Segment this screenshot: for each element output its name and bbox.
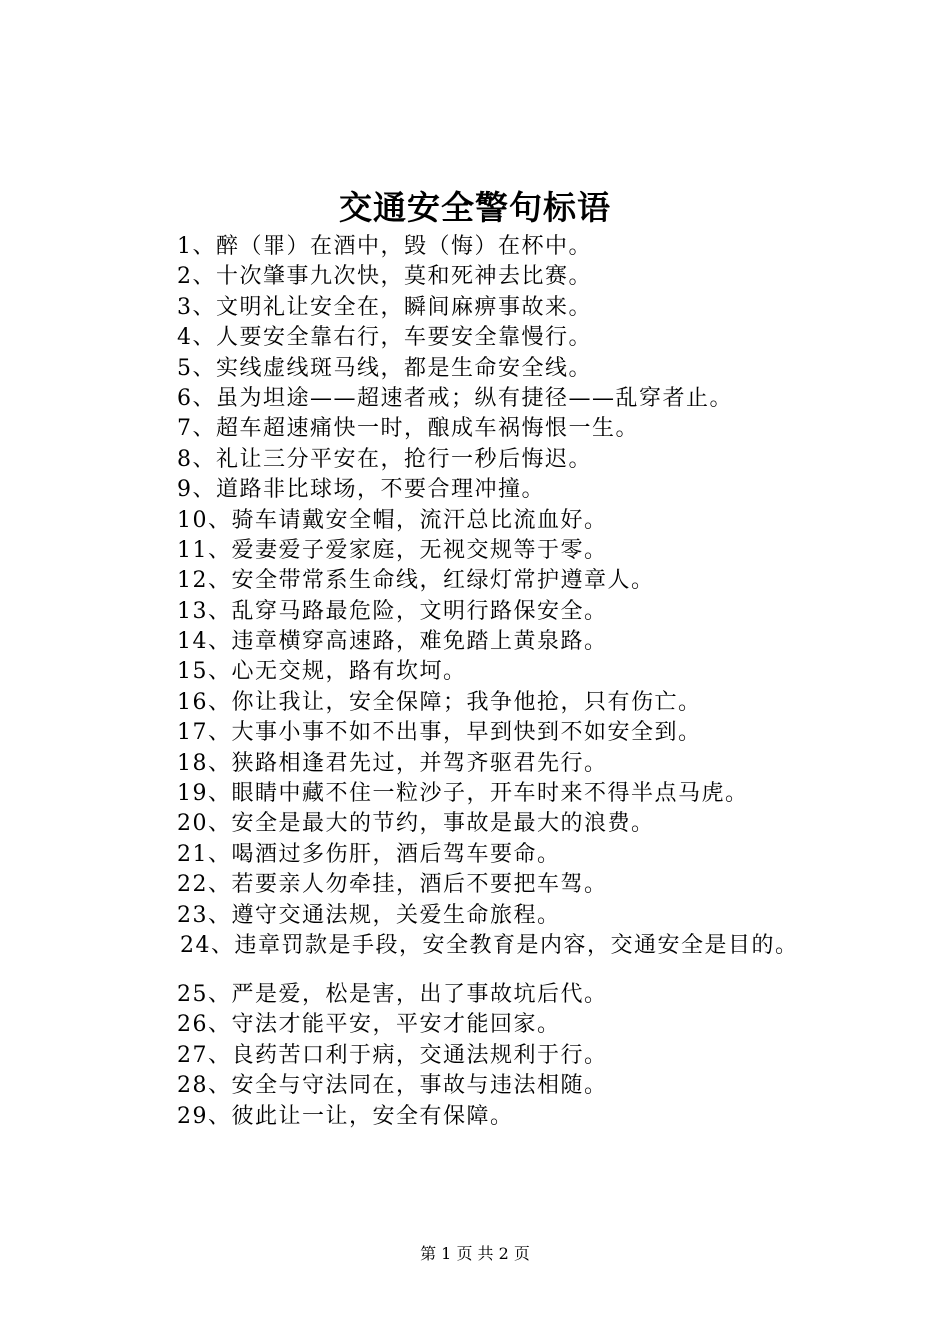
slogan-item: 9、道路非比球场，不要合理冲撞。: [177, 477, 545, 503]
slogan-item: 28、安全与守法同在，事故与违法相随。: [177, 1073, 608, 1099]
slogan-item: 22、若要亲人勿牵挂，酒后不要把车驾。: [177, 872, 608, 898]
slogan-item: 21、喝酒过多伤肝，酒后驾车要命。: [177, 841, 561, 867]
slogan-item: 13、乱穿马路最危险，文明行路保安全。: [177, 598, 608, 624]
slogan-item: 14、违章横穿高速路，难免踏上黄泉路。: [177, 629, 608, 655]
slogan-item: 26、守法才能平安，平安才能回家。: [177, 1012, 561, 1038]
slogan-item: 27、良药苦口利于病，交通法规利于行。: [177, 1042, 608, 1068]
slogan-item: 11、爱妻爱子爱家庭，无视交规等于零。: [177, 537, 608, 563]
slogan-item: 18、狭路相逢君先过，并驾齐驱君先行。: [177, 750, 608, 776]
slogan-item: 25、严是爱，松是害，出了事故坑后代。: [177, 981, 608, 1007]
slogan-item: 24、违章罚款是手段，安全教育是内容，交通安全是目的。: [180, 932, 799, 958]
slogan-item: 8、礼让三分平安在，抢行一秒后悔迟。: [177, 446, 592, 472]
slogan-list: [177, 232, 877, 1132]
slogan-item: 10、骑车请戴安全帽，流汗总比流血好。: [177, 507, 608, 533]
slogan-item: 15、心无交规，路有坎坷。: [177, 659, 467, 685]
slogan-item: 6、虽为坦途——超速者戒；纵有捷径——乱穿者止。: [177, 385, 733, 411]
slogan-item: 29、彼此让一让，安全有保障。: [177, 1103, 514, 1129]
slogan-item: 1、醉（罪）在酒中，毁（悔）在杯中。: [177, 234, 592, 259]
slogan-item: 4、人要安全靠右行，车要安全靠慢行。: [177, 325, 592, 351]
slogan-item: 23、遵守交通法规，关爱生命旅程。: [177, 902, 561, 928]
slogan-item: 7、超车超速痛快一时，酿成车祸悔恨一生。: [177, 416, 639, 442]
slogan-item: 3、文明礼让安全在，瞬间麻痹事故来。: [177, 294, 592, 320]
slogan-item: 19、眼睛中藏不住一粒沙子，开车时来不得半点马虎。: [177, 781, 749, 807]
slogan-item: 12、安全带常系生命线，红绿灯常护遵章人。: [177, 568, 655, 594]
slogan-item: 2、十次肇事九次快，莫和死神去比赛。: [177, 264, 592, 290]
document-title: 交通安全警句标语: [339, 188, 611, 227]
slogan-item: 16、你让我让，安全保障；我争他抢，只有伤亡。: [177, 689, 702, 715]
page-number-footer: 第 1 页 共 2 页: [420, 1244, 530, 1263]
slogan-item: 17、大事小事不如不出事，早到快到不如安全到。: [177, 720, 702, 746]
slogan-item: 20、安全是最大的节约，事故是最大的浪费。: [177, 811, 655, 837]
slogan-item: 5、实线虚线斑马线，都是生命安全线。: [177, 355, 592, 381]
